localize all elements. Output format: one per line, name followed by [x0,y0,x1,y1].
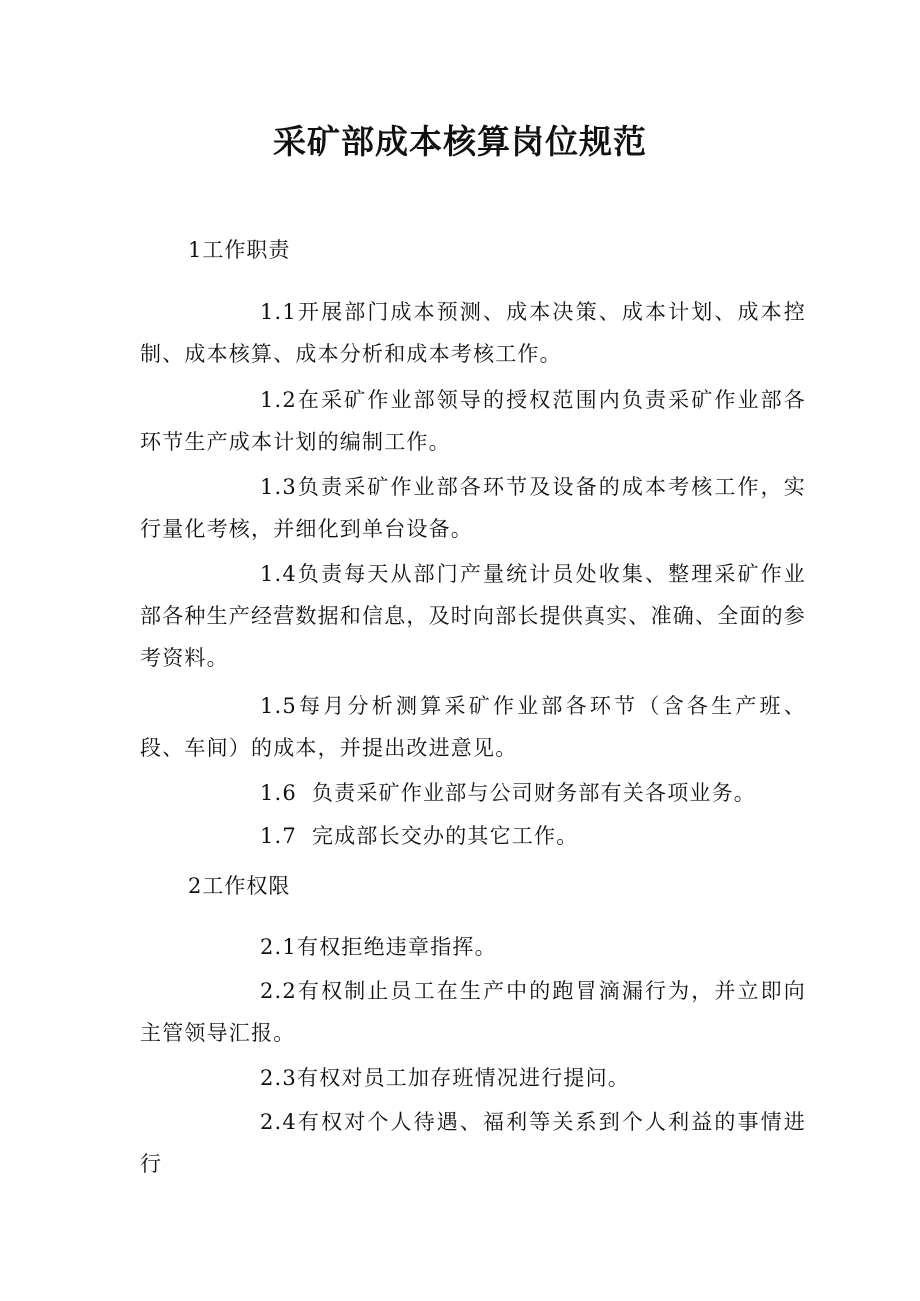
item-number: 1.6 [260,781,297,805]
duty-item-1-2 [140,379,806,463]
item-text: 有权对员工加存班情况进行提问。 [297,1066,630,1090]
duty-item-1-6 [140,772,806,814]
item-text: 在采矿作业部领导的授权范围内负责采矿作业部各环节生产成本计划的编制工作。 [140,388,806,454]
item-text: 有权拒绝违章指挥。 [297,935,497,959]
item-text: 负责采矿作业部各环节及设备的成本考核工作，实行量化考核，并细化到单台设备。 [140,475,806,541]
item-text: 负责采矿作业部与公司财务部有关各项业务。 [312,781,756,805]
duty-item-1-4 [140,553,806,679]
section-heading-authority: 2工作权限 [188,874,291,898]
item-text: 完成部长交办的其它工作。 [312,824,579,848]
item-number: 2.4 [260,1110,297,1134]
authority-item-2-2 [140,970,806,1054]
item-text: 有权制止员工在生产中的跑冒滴漏行为，并立即向主管领导汇报。 [140,979,806,1045]
section-heading-duties: 1工作职责 [188,238,291,262]
item-text: 有权对个人待遇、福利等关系到个人利益的事情进行 [140,1110,806,1176]
authority-item-2-4 [140,1101,806,1185]
duty-item-1-3 [140,466,806,550]
authority-item-2-1 [140,926,806,968]
item-number: 1.2 [260,388,297,412]
item-number: 1.3 [260,475,297,499]
item-number: 1.1 [260,300,297,324]
item-number: 2.1 [260,935,297,959]
authority-item-2-3 [140,1057,806,1099]
duty-item-1-7 [140,815,806,857]
document-title: 采矿部成本核算岗位规范 [273,122,647,161]
item-number: 2.2 [260,979,297,1003]
item-number: 1.5 [260,694,297,718]
item-text: 每月分析测算采矿作业部各环节（含各生产班、段、车间）的成本，并提出改进意见。 [140,694,806,760]
duty-item-1-1 [140,291,806,375]
duty-item-1-5 [140,685,806,769]
item-text: 负责每天从部门产量统计员处收集、整理采矿作业部各种生产经营数据和信息，及时向部长提供真实、准确、全面的参考资料。 [140,562,806,670]
item-number: 2.3 [260,1066,297,1090]
item-number: 1.7 [260,824,297,848]
item-text: 开展部门成本预测、成本决策、成本计划、成本控制、成本核算、成本分析和成本考核工作。 [140,300,806,366]
item-number: 1.4 [260,562,297,586]
